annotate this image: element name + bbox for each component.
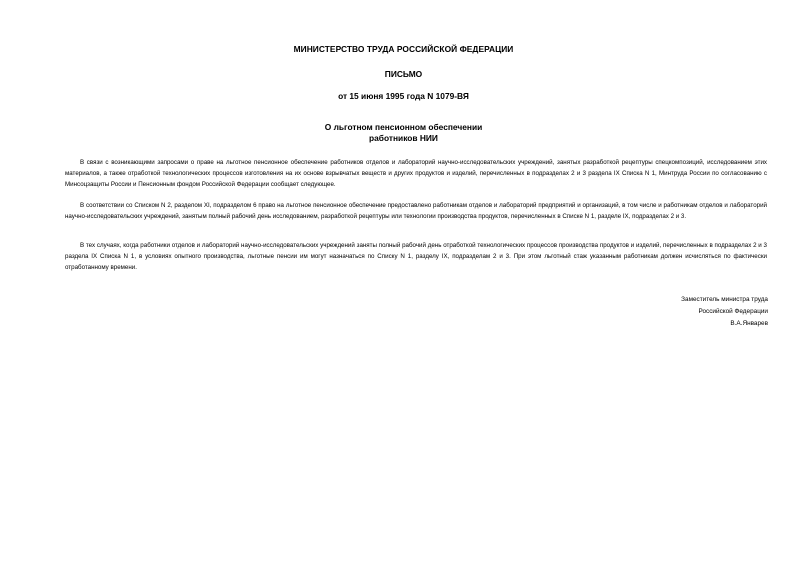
paragraph-2: В соответствии со Списком N 2, разделом XI, подразделом 6 право на льготное пенсионное обеспечение предоставлено работникам отделов и лабораторий предприятий и организаций, в том числе и работникам отделов и лабораторий научно-исследовательских учреждений, занятым полный рабочий день исследованием, разработкой рецептуры или технологии производства продуктов, перечисленных в Списке N 1, разделе IX, подразделах 2 и 3.: [65, 202, 767, 221]
document-date-number: от 15 июня 1995 года N 1079-ВЯ: [338, 91, 469, 101]
signatory-position-line-2: Российской Федерации: [698, 308, 768, 315]
document-type: ПИСЬМО: [384, 69, 423, 79]
document-subject: [0, 122, 807, 144]
paragraph-3: В тех случаях, когда работники отделов и лабораторий научно-исследовательских учреждений заняты полный рабочий день отработкой технологических процессов производства продуктов и изделий, перечисленных в подразделах 2 и 3 раздела IX Списка N 1, в условиях опытного производства, льготные пенсии им могут назначаться по Списку N 1, разделу IX, подразделам 2 и 3. При этом льготный стаж указанным работникам должен исчисляться по фактически отработанному времени.: [65, 242, 767, 272]
subject-line-2: работников НИИ: [369, 133, 438, 143]
paragraph-1: В связи с возникающими запросами о праве на льготное пенсионное обеспечение работников отделов и лабораторий научно-исследовательских учреждений, занятых разработкой рецептуры спецкомпозиций, исследованием этих материалов, а также отработкой технологических процессов изготовления на их основе взрывчатых веществ и других продуктов и изделий, перечисленных в подразделах 2 и 3 раздела IX Списка N 1, Минтруда России по согласованию с Минсоцзащиты России и Пенсионным фондом Российской Федерации сообщает следующее.: [65, 159, 767, 189]
signatory-position-line-1: Заместитель министра труда: [681, 296, 768, 303]
ministry-heading: МИНИСТЕРСТВО ТРУДА РОССИЙСКОЙ ФЕДЕРАЦИИ: [293, 44, 514, 54]
signatory-name: В.А.Январев: [730, 320, 768, 327]
subject-line-1: О льготном пенсионном обеспечении: [324, 122, 483, 132]
signature-block: [681, 294, 768, 330]
